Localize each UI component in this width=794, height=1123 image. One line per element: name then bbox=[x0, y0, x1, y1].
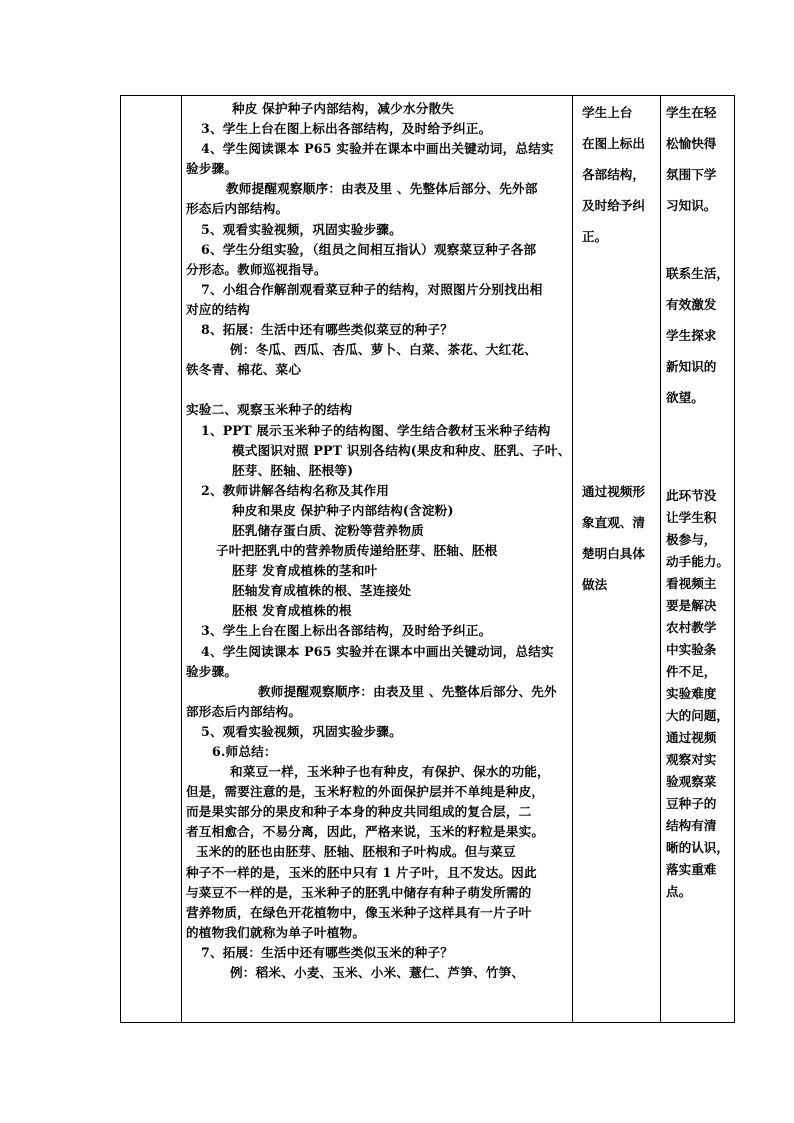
content-line: 者互相愈合，不易分离，因此，严格来说，玉米的籽粒是果实。 bbox=[186, 824, 545, 840]
side-note-line: 在图上标出 bbox=[582, 136, 645, 151]
content-line: 例：稻米、小麦、玉米、小米、薏仁、芦笋、竹笋、 bbox=[230, 965, 525, 981]
content-line: 而是果实部分的果皮和种子本身的种皮共同组成的复合层，二 bbox=[186, 804, 532, 820]
content-line: 种皮 保护种子内部结构，减少水分散失 bbox=[232, 101, 455, 116]
content-line: 和菜豆一样，玉米种子也有种皮，有保护、保水的功能， bbox=[230, 764, 550, 780]
content-line: 对应的结构 bbox=[186, 301, 250, 317]
design-intent-block-1 bbox=[666, 97, 716, 221]
teaching-content-column bbox=[181, 96, 572, 1022]
stage-column bbox=[121, 96, 181, 1022]
side-note-line: 结构有清 bbox=[666, 818, 717, 833]
side-note-line: 豆种子的 bbox=[666, 796, 717, 811]
content-line bbox=[186, 380, 566, 400]
content-line: 与菜豆不一样的是，玉米种子的胚乳中储存有种子萌发所需的 bbox=[186, 884, 532, 900]
content-line: 3、学生上台在图上标出各部结构，及时给予纠正。 bbox=[201, 623, 492, 639]
side-note-line: 中实验条 bbox=[666, 642, 717, 657]
side-note-line: 做法 bbox=[582, 577, 608, 592]
design-intent-column bbox=[660, 96, 736, 1022]
content-line: 6、学生分组实验，（组员之间相互指认）观察菜豆种子各部 bbox=[201, 241, 537, 257]
side-note-line: 松愉快得 bbox=[666, 136, 717, 151]
content-line: 胚乳储存蛋白质、淀粉等营养物质 bbox=[232, 522, 424, 538]
content-line: 形态后内部结构。 bbox=[186, 201, 289, 217]
student-activity-column bbox=[572, 96, 660, 1022]
side-note-line: 联系生活， bbox=[666, 266, 729, 281]
content-line: 子叶把胚乳中的营养物质传递给胚芽、胚轴、胚根 bbox=[216, 543, 498, 559]
content-line: 部形态后内部结构。 bbox=[186, 703, 302, 719]
side-note-line: 正。 bbox=[582, 229, 608, 244]
content-line: 5、观看实验视频，巩固实验步骤。 bbox=[201, 221, 402, 237]
side-note-line: 学生上台 bbox=[582, 105, 633, 120]
content-line: 验步骤。 bbox=[186, 663, 238, 679]
side-note-line: 象直观、清 bbox=[582, 515, 645, 530]
side-note-line: 落实重难 bbox=[666, 862, 717, 877]
student-activity-block-1 bbox=[582, 97, 645, 252]
side-note-line: 通过视频形 bbox=[582, 484, 645, 499]
content-line: 例：冬瓜、西瓜、杏瓜、萝卜、白菜、茶花、大红花、 bbox=[230, 342, 538, 358]
content-line: 6.师总结： bbox=[212, 744, 277, 759]
content-line: 胚芽、胚轴、胚根等) bbox=[232, 462, 354, 478]
content-line: 实验二、观察玉米种子的结构 bbox=[186, 402, 353, 418]
content-lines bbox=[186, 99, 571, 983]
side-note-line: 要是解决 bbox=[666, 598, 717, 613]
content-line: 胚根 发育成植株的根 bbox=[232, 603, 352, 619]
content-line: 1、PPT 展示玉米种子的结构图、学生结合教材玉米种子结构 bbox=[201, 422, 551, 438]
content-line: 教师提醒观察顺序：由表及里 、先整体后部分、先外 bbox=[258, 683, 557, 699]
content-line: 8、拓展：生活中还有哪些类似菜豆的种子？ bbox=[201, 322, 454, 338]
side-note-line: 学生在轻 bbox=[666, 105, 717, 120]
side-note-line: 习知识。 bbox=[666, 198, 717, 213]
content-line: 胚轴发育成植株的根、茎连接处 bbox=[232, 583, 412, 599]
content-line: 种子不一样的是，玉米的胚中只有 1 片子叶，且不发达。因此 bbox=[186, 864, 537, 880]
side-note-line: 验观察菜 bbox=[666, 774, 717, 789]
content-line: 的植物我们就称为单子叶植物。 bbox=[186, 924, 366, 940]
side-note-line: 看视频主 bbox=[666, 576, 717, 591]
side-note-line: 新知识的 bbox=[666, 359, 717, 374]
content-line: 铁冬青、棉花、菜心 bbox=[186, 362, 302, 378]
side-note-line: 动手能力。 bbox=[666, 554, 729, 569]
design-intent-block-2 bbox=[666, 258, 729, 413]
content-line: 模式图识对照 PPT 识别各结构(果皮和种皮、胚乳、子叶、 bbox=[232, 442, 571, 458]
side-note-line: 让学生积 bbox=[666, 510, 717, 525]
content-line: 7、小组合作解剖观看菜豆种子的结构，对照图片分别找出相 bbox=[201, 281, 543, 297]
content-line: 4、学生阅读课本 P65 实验并在课本中画出关键动词，总结实 bbox=[201, 141, 554, 157]
side-note-line: 各部结构， bbox=[582, 167, 645, 182]
content-line: 玉米的的胚也由胚芽、胚轴、胚根和子叶构成。但与菜豆 bbox=[196, 844, 516, 860]
content-line: 5、观看实验视频，巩固实验步骤。 bbox=[201, 723, 402, 739]
side-note-line: 实验难度 bbox=[666, 686, 717, 701]
content-line: 2、教师讲解各结构名称及其作用 bbox=[201, 482, 390, 498]
content-line: 7、拓展：生活中还有哪些类似玉米的种子？ bbox=[201, 944, 454, 960]
content-line: 验步骤。 bbox=[186, 161, 238, 177]
side-note-line: 有效激发 bbox=[666, 297, 717, 312]
side-note-line: 观察对实 bbox=[666, 752, 717, 767]
content-line: 3、学生上台在图上标出各部结构，及时给予纠正。 bbox=[201, 121, 492, 137]
side-note-line: 及时给予纠 bbox=[582, 198, 645, 213]
side-note-line: 农村教学 bbox=[666, 620, 717, 635]
side-note-line: 通过视频 bbox=[666, 730, 717, 745]
content-line: 种皮和果皮 保护种子内部结构(含淀粉) bbox=[232, 502, 454, 518]
side-note-line: 晰的认识， bbox=[666, 840, 729, 855]
side-note-line: 大的问题， bbox=[666, 708, 729, 723]
side-note-line: 点。 bbox=[666, 884, 692, 899]
side-note-line: 此环节没 bbox=[666, 488, 717, 503]
side-note-line: 欲望。 bbox=[666, 390, 704, 405]
content-line: 但是，需要注意的是，玉米籽粒的外面保护层并不单纯是种皮， bbox=[186, 784, 545, 800]
content-line: 教师提醒观察顺序：由表及里 、先整体后部分、先外部 bbox=[226, 181, 538, 197]
student-activity-block-2 bbox=[582, 476, 645, 600]
content-line: 营养物质，在绿色开花植物中，像玉米种子这样具有一片子叶 bbox=[186, 904, 532, 920]
side-note-line: 氛围下学 bbox=[666, 167, 717, 182]
content-line: 4、学生阅读课本 P65 实验并在课本中画出关键动词，总结实 bbox=[201, 643, 554, 659]
side-note-line: 楚明白具体 bbox=[582, 546, 645, 561]
side-note-line: 件不足， bbox=[666, 664, 717, 679]
lesson-plan-table bbox=[120, 95, 735, 1023]
content-line: 分形态。教师巡视指导。 bbox=[186, 261, 327, 277]
side-note-line: 极参与， bbox=[666, 532, 717, 547]
design-intent-block-3 bbox=[666, 485, 729, 903]
content-line: 胚芽 发育成植株的茎和叶 bbox=[232, 563, 378, 579]
side-note-line: 学生探求 bbox=[666, 328, 717, 343]
